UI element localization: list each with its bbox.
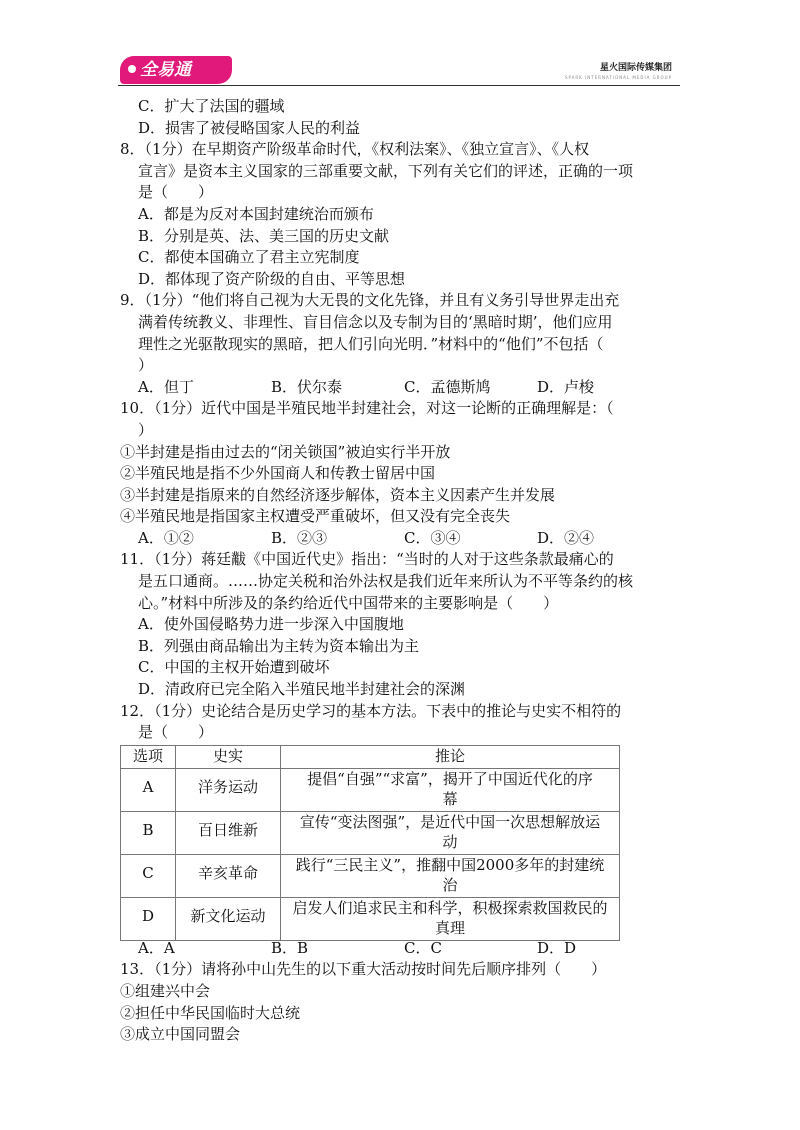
table-cell-fact: 百日维新 — [176, 811, 281, 854]
q9-option-d: D．卢梭 — [537, 377, 595, 396]
table-row — [121, 897, 620, 940]
table-cell-fact: 辛亥革命 — [176, 854, 281, 897]
q12-option-d: D．D — [537, 938, 577, 957]
q8-stem-3: 是（ ） — [138, 183, 214, 202]
q13-item-1: ①组建兴中会 — [120, 982, 211, 1000]
brand-logo — [120, 56, 232, 84]
q10-stem-1: 10．（1分）近代中国是半殖民地半封建社会，对这一论断的正确理解是：（ — [120, 399, 614, 418]
q10-options — [120, 528, 682, 550]
inference-line: 动 — [442, 832, 458, 851]
document-body — [120, 96, 682, 1046]
q11-option-a: A．使外国侵略势力进一步深入中国腹地 — [138, 615, 404, 634]
q11-option-c: C．中国的主权开始遭到破坏 — [138, 658, 330, 677]
inference-line: 真理 — [434, 918, 465, 937]
q8-option-d: D．都体现了资产阶级的自由、平等思想 — [138, 269, 406, 288]
q8-option-a: A．都是为反对本国封建统治而颁布 — [138, 204, 374, 223]
q13-item-3: ③成立中国同盟会 — [120, 1025, 241, 1044]
q8-stem-1: 8．（1分）在早期资产阶级革命时代，《权利法案》、《独立宣言》、《人权 — [120, 140, 590, 159]
q9-stem-2: 满着传统教义、非理性、盲目信念以及专制为目的‘黑暗时期’，他们应用 — [138, 312, 613, 331]
q11-stem-1: 11．（1分）蒋廷黻《中国近代史》指出：“当时的人对于这些条款最痛心的 — [120, 550, 614, 569]
inference-line: 幕 — [442, 789, 458, 808]
q12-option-a: A．A — [138, 938, 175, 957]
header-divider — [118, 85, 680, 86]
q7-option-d: D．损害了被侵略国家人民的利益 — [138, 118, 361, 137]
q9-stem-3: 理性之光驱散现实的黑暗，把人们引向光明．”材料中的“他们”不包括（ — [138, 334, 604, 353]
company-subtitle: SPARK INTERNATIONAL MEDIA GROUP — [564, 75, 672, 80]
page-header — [118, 56, 680, 86]
table-cell-inference — [281, 854, 620, 897]
q10-item-2: ②半殖民地是指不少外国商人和传教士留居中国 — [120, 464, 436, 483]
q10-option-d: D．②④ — [537, 528, 595, 547]
q11-stem-3: 心。”材料中所涉及的条约给近代中国带来的主要影响是（ ） — [138, 593, 559, 612]
table-cell-option: C — [121, 854, 176, 897]
q12-stem-1: 12．（1分）史论结合是历史学习的基本方法。下表中的推论与史实不相符的 — [120, 701, 622, 720]
table-header-row — [121, 745, 620, 768]
inference-line: 治 — [442, 875, 458, 894]
table-cell-option: B — [121, 811, 176, 854]
table-row — [121, 768, 620, 811]
q12-option-c: C．C — [404, 938, 442, 957]
q9-option-c: C．孟德斯鸠 — [404, 377, 491, 396]
table-row — [121, 811, 620, 854]
table-header-inference: 推论 — [281, 745, 620, 768]
q10-stem-2: ） — [138, 420, 154, 439]
q8-option-b: B．分别是英、法、美三国的历史文献 — [138, 226, 390, 245]
q12-table — [120, 745, 620, 941]
q7-option-c: C．扩大了法国的疆域 — [138, 97, 285, 115]
q10-option-b: B．②③ — [271, 528, 328, 547]
q10-item-1: ①半封建是指由过去的“闭关锁国”被迫实行半开放 — [120, 442, 451, 461]
q10-option-a: A．①② — [138, 528, 194, 547]
table-header-fact: 史实 — [176, 745, 281, 768]
inference-line: 宣传“变法图强”，是近代中国一次思想解放运 — [299, 812, 601, 831]
q9-options — [120, 377, 682, 399]
logo-dot-icon — [128, 65, 136, 73]
q10-option-c: C．③④ — [404, 528, 461, 547]
q12-option-b: B．B — [271, 938, 309, 957]
logo-text: 全易通 — [140, 60, 191, 80]
table-cell-inference — [281, 811, 620, 854]
q8-stem-2: 宣言》是资本主义国家的三部重要文献，下列有关它们的评述，正确的一项 — [138, 161, 634, 180]
q12-stem-2: 是（ ） — [138, 723, 214, 742]
table-cell-fact: 新文化运动 — [176, 897, 281, 940]
q9-option-a: A．但丁 — [138, 377, 194, 396]
q12-options — [120, 938, 682, 960]
table-header-option: 选项 — [121, 745, 176, 768]
table-cell-inference — [281, 768, 620, 811]
inference-line: 启发人们追求民主和科学，积极探索救国救民的 — [292, 898, 608, 917]
q10-item-3: ③半封建是指原来的自然经济逐步解体，资本主义因素产生并发展 — [120, 485, 556, 504]
q9-stem-1: 9．（1分）“他们将自己视为大无畏的文化先锋，并且有义务引导世界走出充 — [120, 291, 620, 310]
table-cell-inference — [281, 897, 620, 940]
q11-stem-2: 是五口通商。……协定关税和治外法权是我们近年来所认为不平等条约的核 — [138, 572, 634, 591]
q11-option-b: B．列强由商品输出为主转为资本输出为主 — [138, 636, 420, 655]
table-cell-option: D — [121, 897, 176, 940]
q13-item-2: ②担任中华民国临时大总统 — [120, 1003, 301, 1022]
q13-stem: 13．（1分）请将孙中山先生的以下重大活动按时间先后顺序排列（ ） — [120, 960, 607, 979]
q9-stem-4: ） — [138, 356, 154, 375]
inference-line: 提倡“自强”“求富”，揭开了中国近代化的序 — [307, 769, 593, 788]
q8-option-c: C．都使本国确立了君主立宪制度 — [138, 248, 360, 267]
inference-line: 践行“三民主义”，推翻中国2000多年的封建统 — [295, 855, 605, 874]
company-title: 星火国际传媒集团 — [599, 63, 672, 73]
table-row — [121, 854, 620, 897]
q9-option-b: B．伏尔泰 — [271, 377, 343, 396]
q10-item-4: ④半殖民地是指国家主权遭受严重破坏，但又没有完全丧失 — [120, 507, 511, 526]
table-cell-option: A — [121, 768, 176, 811]
table-cell-fact: 洋务运动 — [176, 768, 281, 811]
company-name — [565, 60, 672, 80]
q11-option-d: D．清政府已完全陷入半殖民地半封建社会的深渊 — [138, 680, 466, 699]
